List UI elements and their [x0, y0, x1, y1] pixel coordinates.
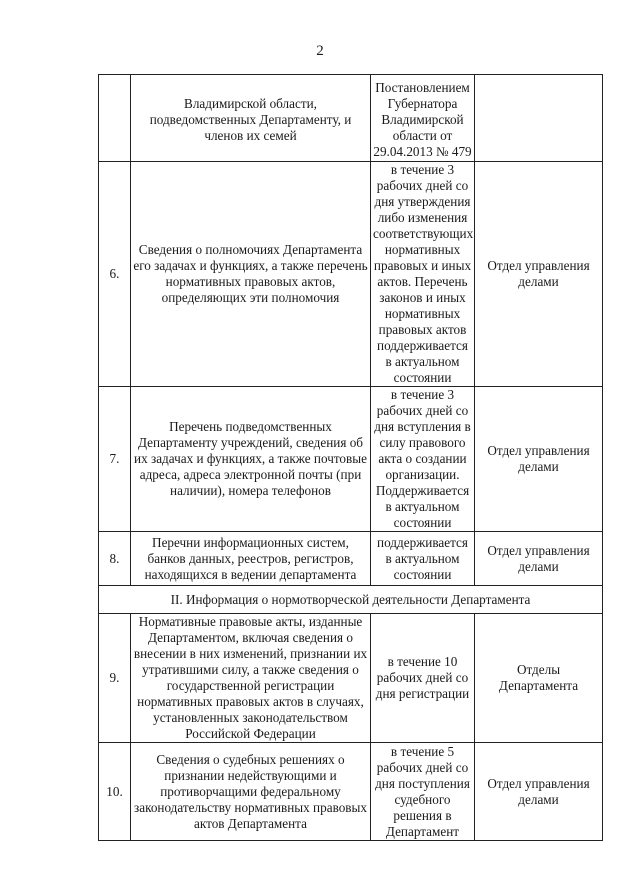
row-term: поддерживается в актуальном состоянии: [371, 532, 475, 586]
table-row: [99, 532, 603, 586]
row-number: [99, 75, 131, 162]
row-description: Сведения о судебных решениях о признании недействующими и противорчащими федеральному законодательству нормативных правовых актов Департамента: [131, 743, 371, 841]
row-number: 9.: [99, 614, 131, 743]
table-row: [99, 75, 603, 162]
row-responsible: Отдел управления делами: [475, 387, 603, 532]
row-description: [131, 75, 371, 162]
row-description: Перечни информационных систем, банков данных, реестров, регистров, находящихся в ведении департамента: [131, 532, 371, 586]
row-description: Нормативные правовые акты, изданные Департаментом, включая сведения о внесении в них изменений, признании их утратившими силу, а также сведения о государственной регистрации нормативных правовых актов в случаях, установленных законодательством Российской Федерации: [131, 614, 371, 743]
page-number: 2: [316, 43, 324, 59]
row-term: в течение 3 рабочих дней со дня утверждения либо изменения соответствующих нормативных правовых и иных актов. Перечень законов и иных нормативных правовых актов поддерживается в актуальном состоянии: [371, 162, 475, 387]
row-term-text: Постановлением Губернатора Владимирской области от 29.04.2013 № 479: [373, 79, 472, 159]
row-responsible: Отдел управления делами: [475, 743, 603, 841]
section-row: [99, 586, 603, 614]
row-number: 8.: [99, 532, 131, 586]
table-row: [99, 162, 603, 387]
table-row: [99, 387, 603, 532]
row-responsible: Отделы Департамента: [475, 614, 603, 743]
row-number: 7.: [99, 387, 131, 532]
row-description: Сведения о полномочиях Департамента его задачах и функциях, а также перечень нормативных правовых актов, определяющих эти полномочия: [131, 162, 371, 387]
row-responsible: Отдел управления делами: [475, 532, 603, 586]
row-number: 10.: [99, 743, 131, 841]
row-description-text: Владимирской области, подведомственных Департаменту, и членов их семей: [149, 95, 352, 143]
row-responsible: Отдел управления делами: [475, 162, 603, 387]
info-table: [98, 74, 603, 841]
row-description: Перечень подведомственных Департаменту учреждений, сведения об их задачах и функциях, а также почтовые адреса, адреса электронной почты (при наличии), номера телефонов: [131, 387, 371, 532]
row-number: 6.: [99, 162, 131, 387]
row-term: в течение 3 рабочих дней со дня вступления в силу правового акта о создании организации. Поддерживается в актуальном состоянии: [371, 387, 475, 532]
table-row: [99, 743, 603, 841]
section-title: II. Информация о нормотворческой деятельности Департамента: [99, 586, 603, 614]
row-term: в течение 10 рабочих дней со дня регистрации: [371, 614, 475, 743]
row-term: [371, 75, 475, 162]
row-term: в течение 5 рабочих дней со дня поступления судебного решения в Департамент: [371, 743, 475, 841]
row-responsible: [475, 75, 603, 162]
table-row: [99, 614, 603, 743]
